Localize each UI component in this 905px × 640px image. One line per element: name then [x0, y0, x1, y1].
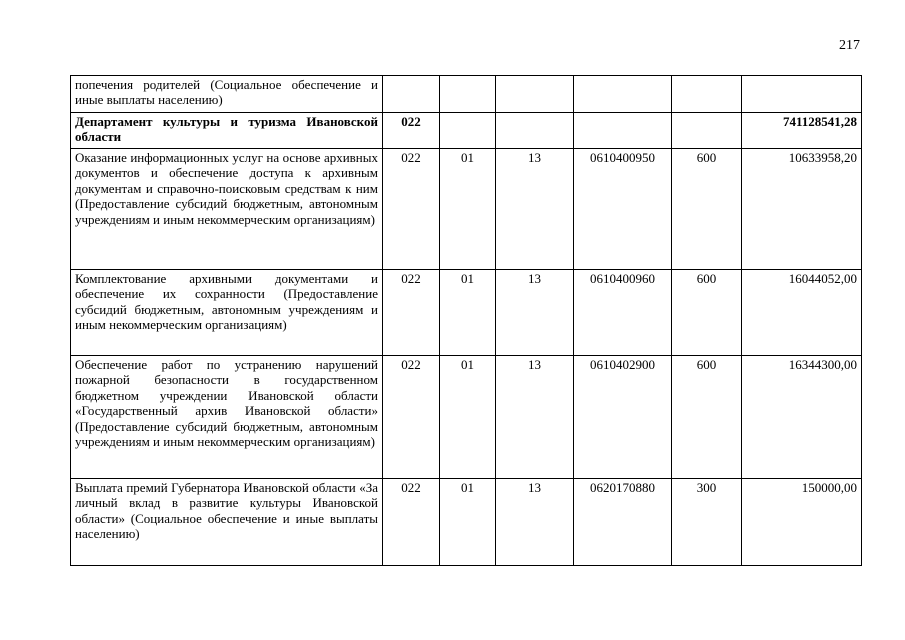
row-subsection: 13 [496, 356, 574, 479]
row-section: 01 [440, 270, 496, 356]
table-row [71, 270, 862, 356]
row-amount: 741128541,28 [742, 113, 862, 149]
row-amount: 10633958,20 [742, 149, 862, 270]
row-expense-type: 600 [672, 149, 742, 270]
row-description: Оказание информационных услуг на основе архивных документов и обеспечение доступа к архивным документам и справочно-поисковым средствам к ним (Предоставление субсидий бюджетным, автономным учреждениям и иным некоммерческим организациям) [71, 149, 383, 270]
row-subsection [496, 113, 574, 149]
table-row [71, 76, 862, 113]
row-amount: 16344300,00 [742, 356, 862, 479]
row-expense-type: 600 [672, 356, 742, 479]
row-subsection: 13 [496, 479, 574, 566]
row-expense-type [672, 76, 742, 113]
row-target [574, 76, 672, 113]
row-amount [742, 76, 862, 113]
row-target: 0610400950 [574, 149, 672, 270]
table-row [71, 479, 862, 566]
row-code [383, 76, 440, 113]
table-row-department [71, 113, 862, 149]
row-description: Обеспечение работ по устранению нарушений пожарной безопасности в государственном бюджетном учреждении Ивановской области «Государственный архив Ивановской области» (Предоставление субсидий бюджетным, автономным учреждениям и иным некоммерческим организациям) [71, 356, 383, 479]
row-expense-type: 300 [672, 479, 742, 566]
budget-table [70, 75, 862, 566]
row-expense-type [672, 113, 742, 149]
row-subsection [496, 76, 574, 113]
row-description: Департамент культуры и туризма Ивановской области [71, 113, 383, 149]
row-section: 01 [440, 149, 496, 270]
row-code: 022 [383, 270, 440, 356]
table-row [71, 149, 862, 270]
row-target: 0610400960 [574, 270, 672, 356]
row-amount: 16044052,00 [742, 270, 862, 356]
row-section [440, 76, 496, 113]
row-code: 022 [383, 479, 440, 566]
row-code: 022 [383, 356, 440, 479]
row-amount: 150000,00 [742, 479, 862, 566]
row-section [440, 113, 496, 149]
row-section: 01 [440, 356, 496, 479]
row-section: 01 [440, 479, 496, 566]
row-description: Комплектование архивными документами и обеспечение их сохранности (Предоставление субсидий бюджетным, автономным учреждениям и иным некоммерческим организациям) [71, 270, 383, 356]
row-target: 0620170880 [574, 479, 672, 566]
row-expense-type: 600 [672, 270, 742, 356]
table-row [71, 356, 862, 479]
row-code: 022 [383, 149, 440, 270]
row-subsection: 13 [496, 149, 574, 270]
page-number: 217 [839, 38, 860, 53]
row-description: попечения родителей (Социальное обеспечение и иные выплаты населению) [71, 76, 383, 113]
row-code: 022 [383, 113, 440, 149]
row-subsection: 13 [496, 270, 574, 356]
row-target [574, 113, 672, 149]
row-target: 0610402900 [574, 356, 672, 479]
row-description: Выплата премий Губернатора Ивановской области «За личный вклад в развитие культуры Ивановской области» (Социальное обеспечение и иные выплаты населению) [71, 479, 383, 566]
